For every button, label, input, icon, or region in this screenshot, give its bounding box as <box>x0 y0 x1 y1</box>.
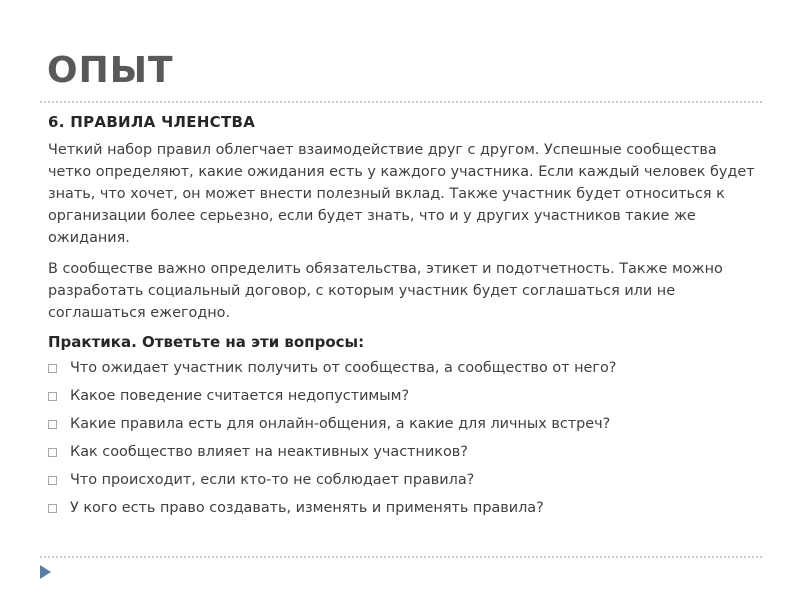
square-bullet-icon <box>48 392 57 401</box>
practice-heading: Практика. Ответьте на эти вопросы: <box>48 333 365 351</box>
paragraph-2: В сообществе важно определить обязательства, этикет и подотчетность. Также можно разработать социальный договор, с которым участник будет соглашаться или не соглашаться ежегодно. <box>48 261 723 321</box>
question-text: У кого есть право создавать, изменять и применять правила? <box>70 500 544 516</box>
square-bullet-icon <box>48 364 57 373</box>
slide-title: ОПЫТ <box>47 50 174 91</box>
square-bullet-icon <box>48 448 57 457</box>
question-item <box>48 357 760 379</box>
question-text: Что происходит, если кто-то не соблюдает правила? <box>70 472 475 488</box>
play-arrow-icon[interactable] <box>40 565 51 579</box>
paragraph-1: Четкий набор правил облегчает взаимодействие друг с другом. Успешные сообщества четко определяют, какие ожидания есть у каждого участника. Если каждый человек будет знать, что хочет, он может внести полезный вклад. Также участник будет относиться к организации более серьезно, если будет знать, что и у других участников такие же ожидания. <box>48 142 755 246</box>
slide-content <box>48 108 760 525</box>
question-text: Как сообщество влияет на неактивных участников? <box>70 444 468 460</box>
question-item <box>48 441 760 463</box>
question-item <box>48 385 760 407</box>
square-bullet-icon <box>48 476 57 485</box>
question-text: Что ожидает участник получить от сообщества, а сообщество от него? <box>70 360 617 376</box>
question-item <box>48 497 760 519</box>
question-text: Какие правила есть для онлайн-общения, а какие для личных встреч? <box>70 416 611 432</box>
top-divider <box>40 101 762 103</box>
square-bullet-icon <box>48 504 57 513</box>
question-item <box>48 413 760 435</box>
square-bullet-icon <box>48 420 57 429</box>
question-text: Какое поведение считается недопустимым? <box>70 388 410 404</box>
questions-list <box>48 357 760 519</box>
section-heading: 6. ПРАВИЛА ЧЛЕНСТВА <box>48 113 256 131</box>
question-item <box>48 469 760 491</box>
bottom-divider <box>40 556 762 558</box>
